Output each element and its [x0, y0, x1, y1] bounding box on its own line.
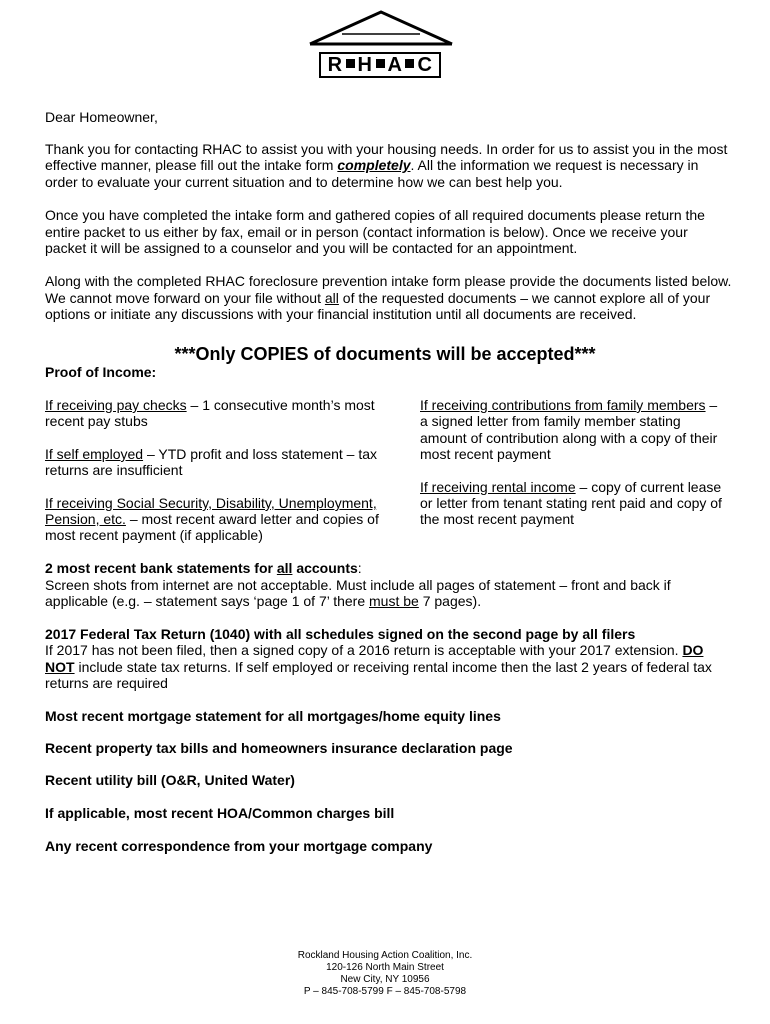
footer-org: Rockland Housing Action Coalition, Inc. [297, 950, 473, 961]
required-item: Most recent mortgage statement for all mortgages/home equity lines [45, 708, 501, 724]
footer-city: New City, NY 10956 [340, 974, 430, 985]
footer-phone-fax: P – 845-708-5799 F – 845-708-5798 [303, 986, 467, 997]
emphasis-completely: completely [337, 157, 411, 173]
rhac-logo [306, 10, 456, 80]
proof-of-income-title: Proof of Income: [45, 364, 157, 380]
required-item: Recent property tax bills and homeowners insurance declaration page [45, 740, 513, 756]
footer-street: 120-126 North Main Street [326, 962, 444, 973]
required-item: Recent utility bill (O&R, United Water) [45, 772, 295, 788]
logo-wordmark: R H A C [319, 52, 441, 78]
house-roof-icon [306, 10, 456, 54]
required-item: Any recent correspondence from your mortgage company [45, 838, 433, 854]
intro-line: effective manner, please fill out the intake form completely. All the information we request is necessary in [45, 157, 699, 173]
required-item: If applicable, most recent HOA/Common charges bill [45, 805, 395, 821]
salutation: Dear Homeowner, [45, 109, 158, 125]
intro-line: order to evaluate your current situation and to determine how we can best help you. [45, 174, 563, 190]
copies-notice-heading: ***Only COPIES of documents will be accepted*** [174, 344, 596, 364]
intro-line: Thank you for contacting RHAC to assist you with your housing needs. In order for us to assist you in the most [45, 141, 728, 157]
